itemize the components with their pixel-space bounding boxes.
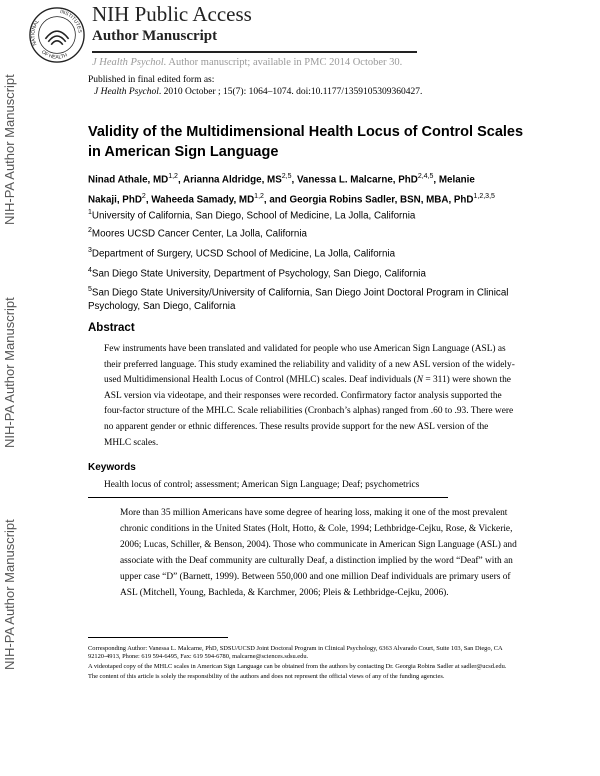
publication-citation [94, 87, 422, 97]
author-name: Vanessa L. Malcarne, PhD [296, 174, 418, 186]
author-separator: , and [263, 194, 290, 206]
body-paragraph: More than 35 million Americans have some degree of hearing loss, making it one of the most prevalent chronic conditions in the United States (Holt, Hotto, & Cole, 1994; Lethbridge-Cejku, Rose, & Vickerie, 2006; Lucas, Schiller, & Benson, 2004). Those who communicate in American Sign Language (ASL) and associate with the Deaf community are culturally Deaf, a distinction implied by the word “Deaf” with an upper case “D” (Barnett, 1999). Between 550,000 and one million Deaf individuals are primary users of ASL (Mitchell, Young, Bachleda, & Karchmer, 2006; Pleis & Lethbridge-Cejku, 2006). [120, 508, 517, 599]
side-watermark: NIH-PA Author Manuscript [2, 74, 17, 226]
author-name: Ninad Athale, MD [88, 174, 169, 186]
author-affiliation-marker: 2,4,5 [417, 173, 434, 180]
svg-text:NATIONAL [30, 19, 40, 47]
author-name: Georgia Robins Sadler, BSN, MBA, PhD [289, 194, 474, 206]
side-watermark: NIH-PA Author Manuscript [2, 297, 17, 448]
seal-text-left: NATIONAL [30, 18, 41, 47]
author-separator: , [433, 174, 439, 186]
citation-details: . 2010 October ; 15(7): 1064–1074. doi:10.1177/1359105309360427. [158, 87, 423, 97]
footnotes [88, 645, 508, 682]
author-affiliation-marker: 2,5 [281, 173, 292, 180]
affiliation [88, 283, 518, 314]
affiliation [88, 244, 518, 261]
affiliation [88, 264, 518, 281]
seal-text-bottom: OF HEALTH [40, 49, 69, 61]
author-separator: , [177, 174, 184, 186]
keywords-divider [88, 497, 448, 498]
abstract-body [104, 342, 516, 451]
footnote-videotape: A videotaped copy of the MHLC scales in American Sign Language can be obtained from the authors by contacting Dr. Georgia Robins Sadler at sadler@ucsd.edu. [88, 662, 507, 670]
keywords-list: Health locus of control; assessment; American Sign Language; Deaf; psychometrics [104, 480, 420, 490]
seal-text-right: INSTITUTES [59, 9, 83, 34]
nih-public-access-title: NIH Public Access [92, 2, 252, 26]
abstract-heading: Abstract [88, 322, 135, 334]
header-availability: Author manuscript; available in PMC 2014 October 30. [166, 57, 403, 68]
author-affiliation-marker: 1,2 [168, 173, 178, 180]
affiliation [88, 206, 518, 223]
author-name: Waheeda Samady, MD [151, 194, 255, 206]
affiliation-text: Moores UCSD Cancer Center, La Jolla, California [91, 228, 307, 240]
keywords-heading: Keywords [88, 462, 136, 473]
author-name: Arianna Aldridge, MS [183, 174, 282, 186]
eagle-emblem-icon [45, 31, 68, 45]
header-divider [92, 51, 417, 53]
footnote-divider [88, 637, 228, 638]
header-journal-name: J Health Psychol. [92, 57, 167, 68]
author-separator: , [291, 174, 297, 186]
published-in-label: Published in final edited form as: [88, 75, 215, 85]
author-affiliation-marker: 1,2 [254, 193, 264, 201]
svg-text:INSTITUTES [59, 9, 82, 34]
affiliation [88, 224, 518, 241]
affiliation-text: San Diego State University, Department of Psychology, San Diego, California [91, 268, 426, 280]
affiliation-number: 2 [88, 227, 92, 234]
author-affiliation-marker: 1,2,3,5 [473, 193, 495, 201]
author-separator: , [145, 194, 152, 206]
header-journal-line [92, 57, 402, 68]
author-name: Melanie Nakaji, PhD [88, 174, 475, 206]
sample-size-symbol: N [416, 375, 423, 386]
abstract-text-part: Few instruments have been translated and validated for people who use American Sign Language (ASL) as their preferred language. This study examined the reliability and validity of a new ASL version of the widely-used Multidimensional Health Locus of Control (MHLC) scales. Deaf individuals ( [104, 344, 515, 386]
author-list [88, 168, 508, 209]
footnote-corresponding-author: Corresponding Author: Vanessa L. Malcarne, PhD, SDSU/UCSD Joint Doctoral Program in Clinical Psychology, 6363 Alvarado Court, Suite 103, San Diego, CA 92120-4913, Phone: 619 594-6495, Fax: 619 594-6780, malcarne@sciences.sdsu.edu. [88, 645, 503, 661]
affiliation-text: Department of Surgery, UCSD School of Medicine, La Jolla, California [91, 248, 396, 260]
affiliation-number: 4 [88, 267, 92, 274]
author-manuscript-subtitle: Author Manuscript [92, 28, 218, 44]
article-title: Validity of the Multidimensional Health Locus of Control Scales in American Sign Language [88, 124, 524, 160]
side-watermark: NIH-PA Author Manuscript [2, 519, 17, 671]
affiliation-text: University of California, San Diego, School of Medicine, La Jolla, California [91, 210, 416, 222]
abstract-text-part: = 311) were shown the ASL version via videotape, and their responses were recorded. Confirmatory factor analysis supported the four-factor structure of the MHLC. Scale reliabilities (Cronbach’s alphas) ranged from .60 to .93. There were no apparent gender or ethnic differences. These results provide support for the new ASL version of the MHLC scales. [104, 375, 514, 448]
citation-journal: J Health Psychol [94, 87, 159, 97]
affiliation-number: 5 [88, 286, 92, 293]
affiliation-number: 1 [88, 209, 92, 216]
footnote-disclaimer: The content of this article is solely the responsibility of the authors and does not represent the official views of any of the funding agencies. [88, 672, 445, 680]
affiliation-text: San Diego State University/University of California, San Diego Joint Doctoral Program in Clinical Psychology, San Diego, California [88, 287, 509, 313]
author-affiliation-marker: 2 [141, 193, 146, 201]
nih-seal-logo [28, 6, 86, 64]
affiliation-number: 3 [88, 247, 92, 254]
